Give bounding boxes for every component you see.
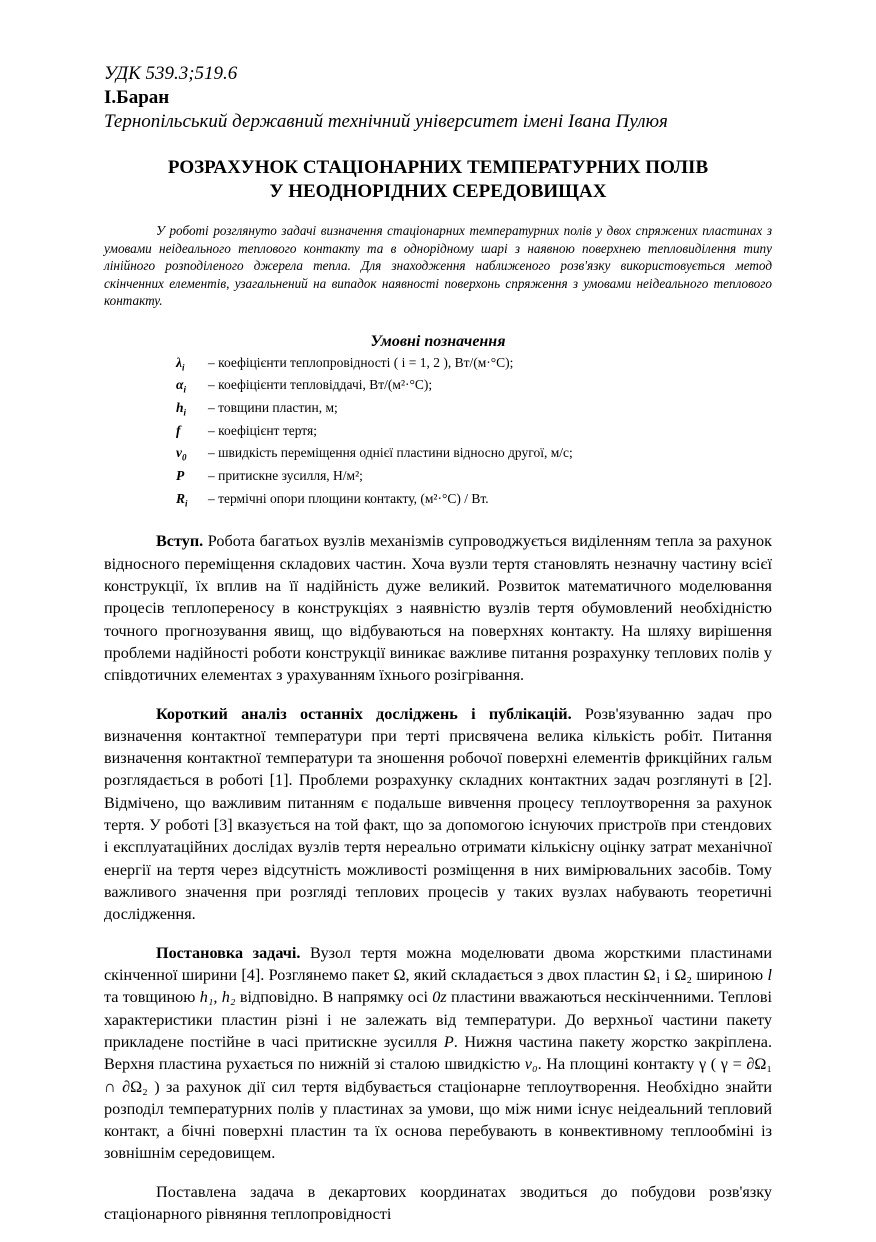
problem-text: Вузол тертя можна моделювати двома жорсткими пластинами скінченної ширини [4]. Розглянемо пакет Ω, який складається з двох пластин Ω₁ і Ω₂ шириною [104, 943, 773, 985]
intro-text: Робота багатьох вузлів механізмів супроводжується виділенням тепла за рахунок відносного переміщення складових частин. Хоча вузли тертя становлять незначну частину всієї конструкції, їх вплив на її надійність дуже великий. Розвиток математичного моделювання процесів теплопереносу в конструкціях з наявністю вузлів тертя обумовлений необхідністю точного прогнозування явищ, що відбуваються на поверхнях контакту. На шляху вирішення проблеми надійності роботи конструкції виникає важливе питання розрахунку теплових полів у співдотичних елементах з урахуванням їхнього розігрівання. [104, 532, 772, 685]
title-line-2: У НЕОДНОРІДНИХ СЕРЕДОВИЩАХ [269, 181, 607, 202]
notation-item [176, 490, 772, 513]
thickness-symbols: h₁, h₂ [199, 988, 236, 1007]
title-line-1: РОЗРАХУНОК СТАЦІОНАРНИХ ТЕМПЕРАТУРНИХ ПОЛІВ [167, 157, 709, 178]
notation-symbol: $h_i$ [176, 399, 187, 418]
notation-item [176, 444, 772, 467]
notation-text: – коефіцієнт тертя; [208, 422, 317, 438]
problem-paragraph [104, 942, 772, 1165]
width-symbol: l [767, 966, 772, 985]
notation-item [176, 376, 772, 399]
author-name: І.Баран [104, 87, 170, 108]
notation-symbol: $\lambda_i$ [176, 354, 185, 373]
problem-text: . На площині контакту γ ( γ = ∂Ω₁ ∩ ∂Ω₂ ) за рахунок дії сил тертя відбувається стаціонарне теплоутворення. Необхідно знайти розподіл температурних полів у пластинах за умови, що між ними існує неідеальний тепловий контакт, а бічні поверхні пластин та їх основа перебувають в конвективному теплообміні із зовнішнім середовищем. [104, 1055, 772, 1163]
notation-text: – коефіцієнти теплопровідності ( i = 1, 2 ), Вт/(м·°С); [208, 354, 514, 370]
intro-paragraph [104, 530, 772, 686]
page [104, 62, 772, 1242]
notation-text: – притискне зусилля, Н/м²; [208, 467, 363, 483]
problem-heading: Постановка задачі. [156, 943, 301, 962]
problem-text: відповідно. В напрямку осі [235, 988, 433, 1007]
axis-symbol: 0z [432, 988, 447, 1007]
notation-item [176, 399, 772, 422]
notation-symbol: f [176, 422, 181, 438]
paper-title [104, 156, 772, 204]
udk-code: УДК 539.3;519.6 [104, 63, 238, 84]
notation-text: – термічні опори площини контакту, (м²·°С) / Вт. [208, 490, 489, 506]
review-paragraph [104, 703, 772, 926]
notation-title: Умовні позначення [370, 332, 506, 350]
problem-text: та товщиною [104, 988, 200, 1007]
notation-symbol: P [176, 467, 185, 483]
review-heading: Короткий аналіз останніх досліджень і публікацій. [156, 704, 572, 723]
problem-text: пластини вважаються нескінченними. Теплові характеристики пластин різні і не залежать від температури. До верхньої частини пакету прикладене постійне в часі притискне зусилля [104, 988, 772, 1051]
affiliation: Тернопільський державний технічний університет імені Івана Пулюя [104, 111, 668, 132]
force-symbol: P [443, 1032, 454, 1051]
notation-item [176, 422, 772, 445]
notation-symbol: $\alpha_i$ [176, 377, 186, 395]
review-text: Розв'язуванню задач про визначення контактної температури при терті присвячена велика кількість робіт. Питання визначення контактної температури та зношення робочої поверхні елементів фрикційних гальм розглядається в роботі [1]. Проблеми розрахунку складних контактних задач розглянуті в [2]. Відмічено, що важливим питанням є подальше вивчення процесу теплоутворення за рахунок тертя. У роботі [3] вказується на той факт, що за допомогою існуючих пристроїв при стендових і експлуатаційних дослідах вузлів тертя нереально отримати кількісну оцінку затрат механічної енергії на тертя через відсутність можливості розміщення в них вимірювальних засобів. Тому важливого значення при розгляді теплових процесів у таких вузлах набувають теоретичні дослідження. [104, 704, 772, 924]
notation-item [176, 354, 772, 377]
notation-symbol: $R_i$ [176, 490, 188, 509]
problem-text: . Нижня частина пакету жорстко закріплена. Верхня пластина рухається по нижній зі сталою швидкістю [104, 1032, 772, 1074]
velocity-symbol: v₀ [524, 1055, 538, 1074]
notation-symbol: $v_0$ [176, 445, 187, 463]
notation-list [176, 354, 772, 513]
abstract: У роботі розглянуто задачі визначення стаціонарних температурних полів у двох спряжених пластинах з умовами неідеального теплового контакту та в однорідному шарі з наявною поверхнею тепловиділення типу лінійного розподіленого джерела тепла. Для знаходження наближеного розв'язку використовується метод скінченних елементів, узагальнений на випадок наявності поверхонь спряження з умовами неідеального теплового контакту. [104, 223, 772, 308]
last-paragraph: Поставлена задача в декартових координатах зводиться до побудови розв'язку стаціонарного рівняння теплопровідності [104, 1182, 772, 1224]
intro-heading: Вступ. [156, 532, 204, 551]
notation-text: – товщини пластин, м; [208, 399, 338, 415]
notation-text: – коефіцієнти тепловіддачі, Вт/(м²·°С); [208, 377, 433, 393]
notation-text: – швидкість переміщення однієї пластини відносно другої, м/с; [208, 445, 573, 461]
notation-item [176, 467, 772, 490]
